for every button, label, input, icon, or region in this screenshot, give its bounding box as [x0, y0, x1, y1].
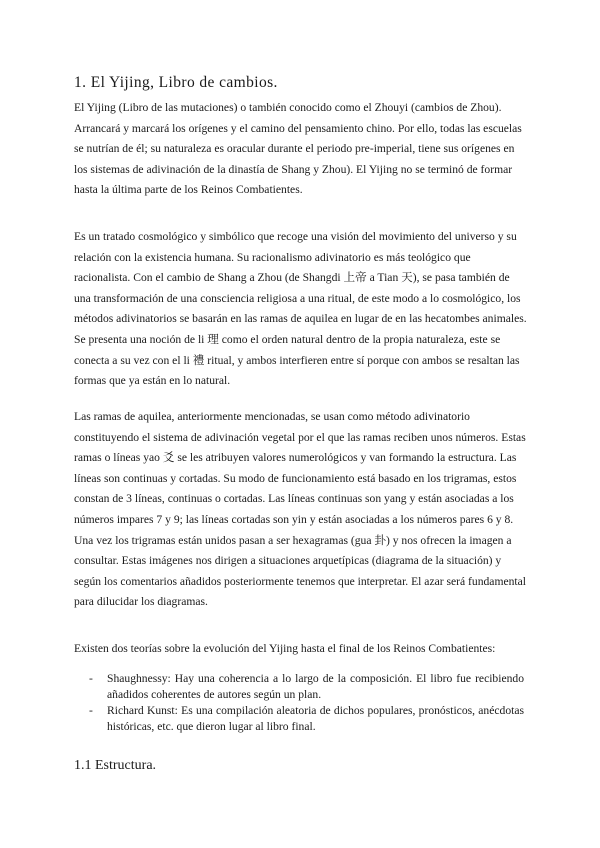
paragraph-aquilea: Las ramas de aquilea, anteriormente mencionadas, se usan como método adivinatorio constituyendo el sistema de adivinación vegetal por el que las ramas reciben unos números. Estas ramas o líneas yao 爻 se les atribuyen valores numerológicos y van formando la estructura. Las líneas son continuas y cortadas. Su modo de funcionamiento está basado en los trigramas, estos constan de 3 líneas, continuas o cortadas. Las líneas continuas son yang y están asociadas a los números impares 7 y 9; las líneas cortadas son yin y están asociadas a los números pares 6 y 8. Una vez los trigramas están unidos pasan a ser hexagramas (gua 卦) y nos ofrecen la imagen a consultar. Estas imágenes nos dirigen a situaciones arquetípicas (diagrama de la situación) y según los comentarios añadidos posteriormente tenemos que interpretar. El azar será fundamental para dilucidar los diagramas. [74, 410, 526, 609]
list-item-text: Richard Kunst: Es una compilación aleatoria de dichos populares, pronósticos, anécdotas históricas, etc. que dieron lugar al libro final. [107, 704, 524, 733]
list-item [89, 703, 524, 735]
paragraph-intro: El Yijing (Libro de las mutaciones) o también conocido como el Zhouyi (cambios de Zhou). Arrancará y marcará los orígenes y el camino del pensamiento chino. Por ello, todas las escuelas se nutrían de él; su naturaleza es oracular durante el periodo pre-imperial, tiene sus orígenes en los sistemas de adivinación de la dinastía de Shang y Zhou). El Yijing no se terminó de formar hasta la última parte de los Reinos Combatientes. [74, 101, 522, 197]
list-marker: - [89, 704, 93, 717]
list-item [89, 671, 524, 703]
section-title: 1. El Yijing, Libro de cambios. [74, 74, 278, 91]
list-item-text: Shaughnessy: Hay una coherencia a lo largo de la composición. El libro fue recibiendo añadidos coherentes de autores según un plan. [107, 672, 524, 701]
list-marker: - [89, 672, 93, 685]
paragraph-cosmology: Es un tratado cosmológico y simbólico que recoge una visión del movimiento del universo y su relación con la existencia humana. Su racionalismo adivinatorio es más teológico que racionalista. Con el cambio de Shang a Zhou (de Shangdi 上帝 a Tian 天), se pasa también de una transformación de una consciencia religiosa a una ritual, de este modo a lo cosmológico, los métodos adivinatorios se basarán en las ramas de aquilea en lugar de en las hecatombes animales. Se presenta una noción de li 理 como el orden natural dentro de la propia naturaleza, este se conecta a su vez con el li 禮 ritual, y ambos interfieren entre sí porque con ambos se resaltan las formas que ya están en lo natural. [74, 230, 527, 388]
subsection-title: 1.1 Estructura. [74, 758, 157, 773]
theories-list [89, 671, 524, 735]
paragraph-theories: Existen dos teorías sobre la evolución del Yijing hasta el final de los Reinos Combatientes: [74, 642, 496, 655]
